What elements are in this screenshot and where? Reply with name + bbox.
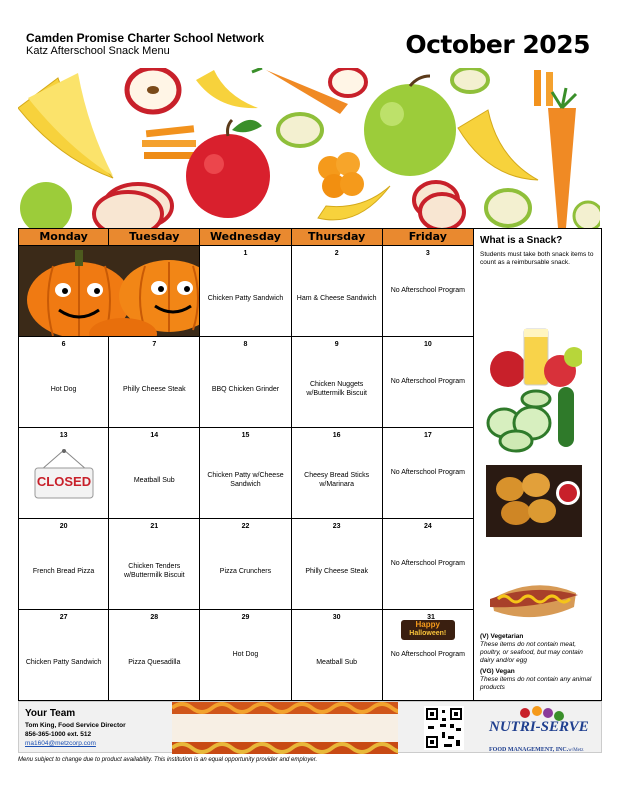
day-number: 6 [61, 341, 66, 348]
menu-item: No Afterschool Program [390, 378, 465, 385]
logo-sub-text: FOOD MANAGEMENT, INC. [489, 747, 569, 753]
nutri-serve-logo [481, 704, 596, 752]
calendar-day [292, 428, 383, 519]
menu-item: Chicken Patty Sandwich [25, 658, 102, 666]
legend-vegetarian-desc: These items do not contain meat, poultry, or seafood, but may contain dairy and/or egg [480, 641, 583, 664]
day-number: 15 [241, 432, 250, 439]
menu-item: French Bread Pizza [32, 567, 95, 575]
calendar-day [383, 337, 474, 428]
qr-code[interactable] [424, 706, 464, 750]
weekday-header-row [18, 228, 474, 246]
closed-sign [33, 448, 95, 502]
day-number: 8 [243, 341, 248, 348]
sidebar-title: What is a Snack? [480, 235, 563, 246]
team-contact-email[interactable]: ma1604@metzcorp.com [25, 740, 96, 747]
menu-item: Meatball Sub [316, 658, 358, 666]
calendar-week [18, 428, 474, 519]
menu-item: Pizza Quesadilla [128, 658, 181, 666]
calendar-day [200, 610, 291, 701]
disclaimer: Menu subject to change due to product availability. This institution is an equal opportunity provider and employer. [18, 757, 318, 763]
team-contact-name: Tom King, Food Service Director [25, 722, 126, 729]
menu-calendar [18, 228, 474, 701]
day-number: 3 [425, 250, 430, 257]
sidebar-note: Students must take both snack items to count as a reimbursable snack. [480, 251, 594, 266]
hot-dog-image [486, 563, 582, 635]
day-number: 28 [150, 614, 159, 621]
menu-item: Ham & Cheese Sandwich [296, 294, 377, 302]
calendar-week [18, 519, 474, 610]
day-number: 22 [241, 523, 250, 530]
calendar-day [109, 337, 200, 428]
diet-legend [480, 633, 598, 695]
day-number: 24 [423, 523, 432, 530]
logo-subtitle [489, 738, 584, 756]
menu-item: No Afterschool Program [390, 560, 465, 567]
day-number: 20 [59, 523, 68, 530]
chicken-nuggets-image [486, 465, 582, 537]
calendar-day [383, 246, 474, 337]
calendar-day [200, 246, 291, 337]
day-number: 17 [423, 432, 432, 439]
calendar-day [200, 428, 291, 519]
day-number: 31 [427, 614, 435, 621]
weekday-friday: Friday [383, 228, 474, 246]
calendar-day [109, 519, 200, 610]
organization-name: Camden Promise Charter School Network [26, 31, 265, 45]
calendar-day [383, 519, 474, 610]
menu-item: Cheesy Bread Sticks w/Marinara [304, 472, 370, 488]
calendar-day [18, 337, 109, 428]
calendar-day [383, 428, 474, 519]
menu-item: Chicken Tenders w/Buttermilk Biscuit [123, 563, 185, 579]
day-number: 27 [59, 614, 68, 621]
menu-item: No Afterschool Program [390, 469, 465, 476]
team-contact-phone: 856-365-1000 ext. 512 [25, 731, 92, 738]
day-number: 10 [423, 341, 432, 348]
fruit-vegetable-banner [18, 68, 600, 228]
month-title: October 2025 [405, 30, 590, 59]
menu-item: Chicken Nuggets w/Buttermilk Biscuit [306, 381, 367, 397]
menu-item: BBQ Chicken Grinder [211, 385, 280, 393]
menu-name: Katz Afterschool Snack Menu [26, 45, 170, 57]
halloween-sign-line1: Happy [415, 620, 440, 629]
calendar-week [18, 610, 474, 701]
halloween-sign-line2: Halloween! [409, 630, 447, 637]
calendar-day [292, 246, 383, 337]
snack-info-sidebar [474, 228, 602, 701]
day-number: 30 [332, 614, 341, 621]
calendar-day [109, 610, 200, 701]
menu-item: No Afterschool Program [390, 651, 465, 658]
cucumber-image [486, 383, 582, 455]
calendar-day [109, 428, 200, 519]
day-number: 2 [334, 250, 339, 257]
legend-vegan-desc: These items do not contain any animal products [480, 676, 592, 691]
closed-sign-text: CLOSED [36, 474, 92, 489]
menu-item: Hot Dog [50, 385, 77, 393]
weekday-tuesday: Tuesday [109, 228, 200, 246]
day-number: 1 [243, 250, 248, 257]
calendar-day [18, 519, 109, 610]
menu-item: Chicken Patty w/Cheese Sandwich [207, 472, 284, 488]
calendar-day [292, 519, 383, 610]
menu-item: Chicken Patty Sandwich [207, 294, 284, 302]
logo-main-text: NUTRI-SERVE [489, 719, 589, 735]
menu-item: Hot Dog [232, 651, 259, 658]
weekday-wednesday: Wednesday [200, 228, 291, 246]
logo-tag-text: w/Metz [568, 748, 584, 753]
calendar-day [18, 610, 109, 701]
calendar-day [292, 337, 383, 428]
calendar-day [383, 610, 474, 701]
menu-item: Meatball Sub [133, 476, 175, 484]
day-number: 14 [150, 432, 159, 439]
calendar-day [200, 519, 291, 610]
day-number: 9 [334, 341, 339, 348]
legend-vegetarian-label: (V) Vegetarian [480, 633, 524, 640]
weekday-monday: Monday [18, 228, 109, 246]
menu-item: Pizza Crunchers [219, 567, 272, 575]
menu-item: Philly Cheese Steak [305, 567, 368, 575]
day-number: 29 [241, 614, 250, 621]
calendar-week [18, 337, 474, 428]
menu-item: Philly Cheese Steak [122, 385, 186, 393]
day-number: 23 [332, 523, 341, 530]
legend-vegan-label: (VG) Vegan [480, 668, 515, 675]
calendar-day [200, 337, 291, 428]
calendar-day [18, 428, 109, 519]
day-number: 13 [59, 432, 68, 439]
calendar-day [292, 610, 383, 701]
autumn-leaves-border [172, 702, 398, 754]
team-title: Your Team [25, 708, 76, 719]
pumpkin-image [18, 246, 200, 337]
weekday-thursday: Thursday [292, 228, 383, 246]
calendar-week [18, 246, 474, 337]
footer-team-bar [18, 701, 602, 753]
day-number: 21 [150, 523, 159, 530]
day-number: 16 [332, 432, 341, 439]
menu-item: No Afterschool Program [390, 287, 466, 294]
day-number: 7 [152, 341, 157, 348]
